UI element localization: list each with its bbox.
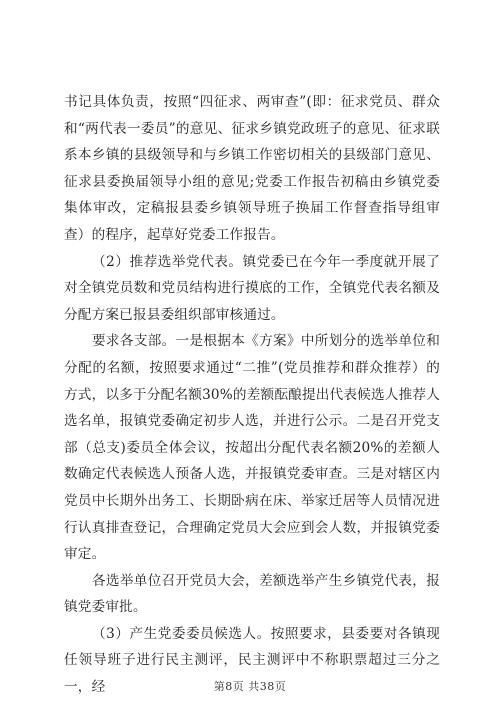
document-body [64, 89, 440, 701]
paragraph-branch-requirements: 要求各支部。一是根据本《方案》中所划分的选举单位和分配的名额，按照要求通过“二推”(党员推荐和群众推荐）的方式，以多于分配名额30%的差额酝酿提出代表候选人推荐人选名单，报镇党委确定初步人选，并进行公示。二是召开党支部（总支)委员全体会议，按超出分配代表名额20%的差额人数确定代表候选人预备人选，并报镇党委审查。三是对辖区内党员中长期外出务工、长期卧病在床、举家迁居等人员情况进行认真排查登记，合理确定党员大会应到会人数，并报镇党委审定。 [64, 333, 440, 563]
paragraph-committee-candidates: （3）产生党委委员候选人。按照要求，县委要对各镇现任领导班子进行民主测评，民主测评中不称职票超过三分之一，经 [64, 625, 440, 696]
paragraph-election-units: 各选举单位召开党员大会，差额选举产生乡镇党代表，报镇党委审批。 [64, 572, 440, 616]
paragraph-continuation: 书记具体负责，按照“四征求、两审查”(即：征求党员、群众和“两代表一委员”的意见、征求乡镇党政班子的意见、征求联系本乡镇的县级领导和与乡镇工作密切相关的县级部门意见、征求县委换届领导小组的意见;党委工作报告初稿由乡镇党委集体审改，定稿报县委乡镇领导班子换届工作督查指导组审查）的程序，起草好党委工作报告。 [64, 94, 440, 243]
paragraph-recommend-delegates: （2）推荐选举党代表。镇党委已在今年一季度就开展了对全镇党员数和党员结构进行摸底的工作，全镇党代表名额及分配方案已报县委组织部审核通过。 [64, 253, 440, 323]
page-number-footer: 第8页 共38页 [213, 680, 287, 693]
